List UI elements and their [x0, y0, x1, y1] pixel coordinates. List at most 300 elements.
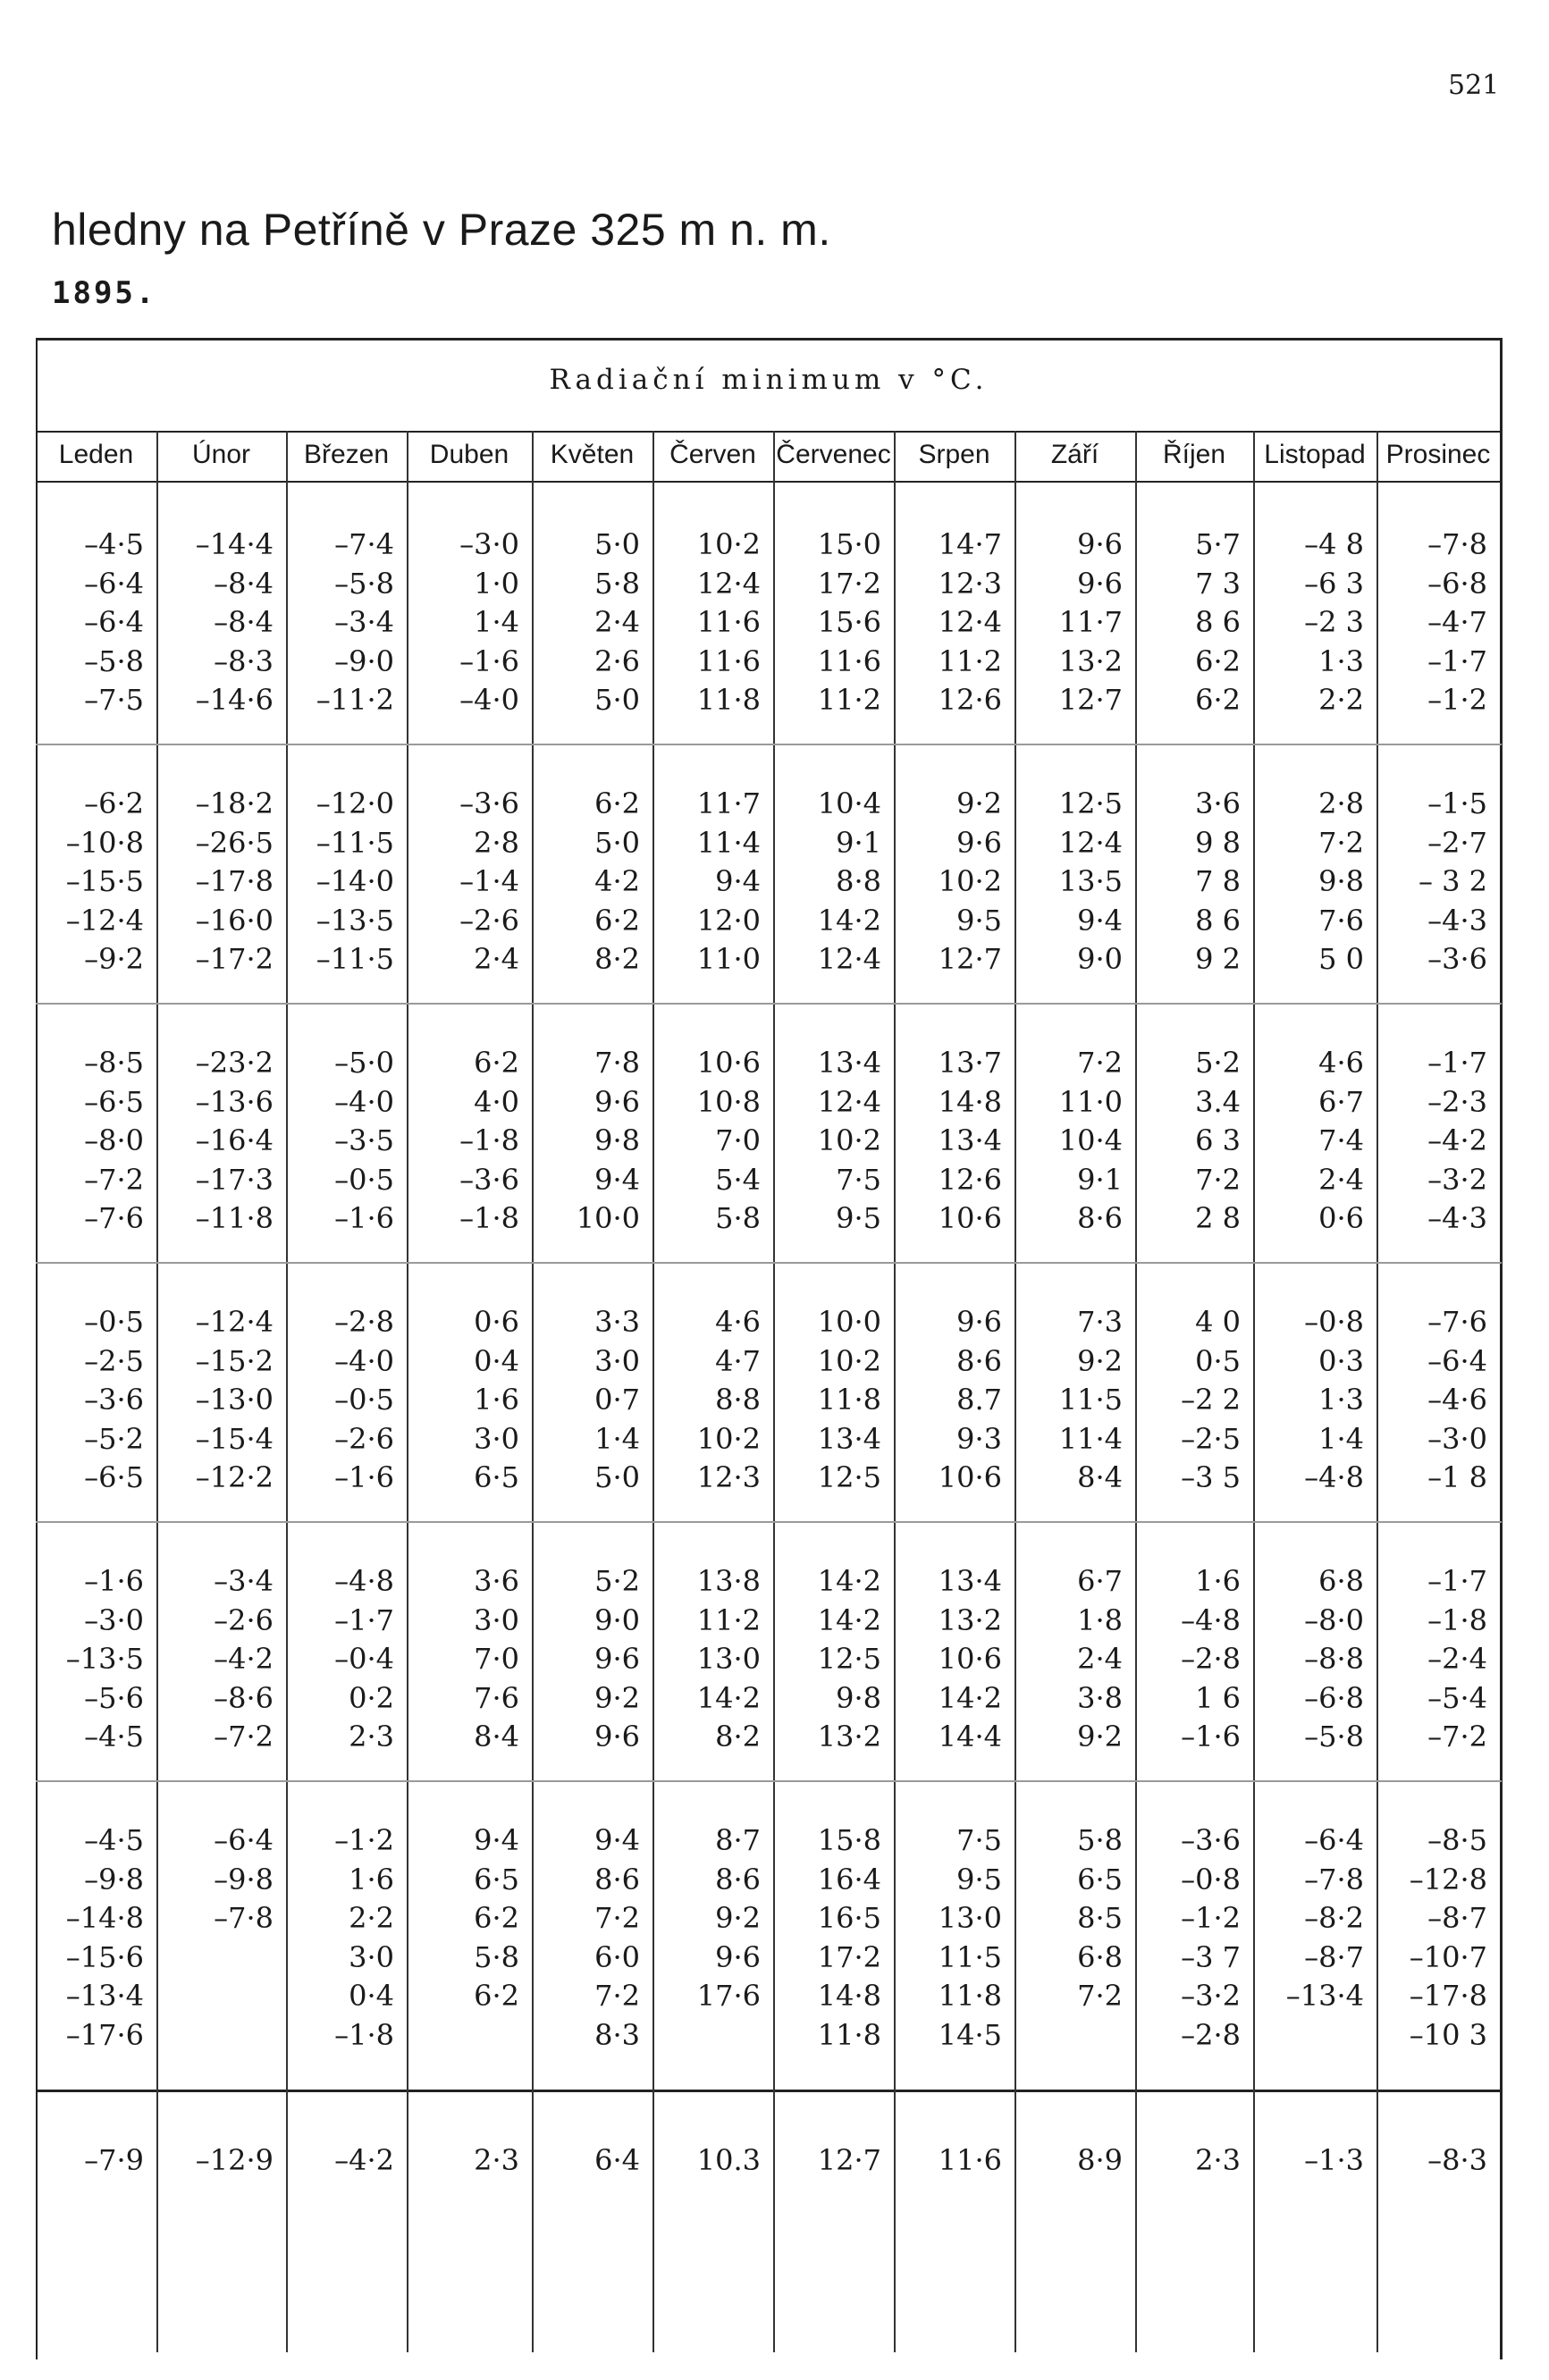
table-cell: –8·5 — [1427, 1823, 1487, 1857]
table-cell: –1·8 — [459, 1201, 519, 1235]
table-cell: 6 3 — [1195, 1123, 1241, 1157]
table-cell: –8·3 — [214, 643, 274, 678]
table-cell: –6·5 — [84, 1460, 144, 1494]
table-cell: 3·6 — [474, 1564, 519, 1598]
table-cell: –1·8 — [459, 1123, 519, 1157]
table-cell: 11·5 — [938, 1939, 1002, 1974]
table-cell: 5 0 — [1318, 942, 1364, 976]
mean-cell: 10.3 — [696, 2143, 761, 2177]
table-cell: –3 5 — [1181, 1460, 1241, 1494]
table-cell: –4·5 — [84, 527, 144, 561]
table-cell: –0·5 — [334, 1162, 394, 1197]
table-cell: 9·2 — [956, 786, 1002, 820]
table-cell: –1·5 — [1427, 786, 1487, 820]
mean-cell: –1·3 — [1304, 2143, 1364, 2177]
table-cell: –14·4 — [195, 527, 274, 561]
table-cell: 1·6 — [1195, 1564, 1241, 1598]
table-cell: 9·6 — [594, 1084, 640, 1119]
mean-cell: 12·7 — [817, 2143, 881, 2177]
table-cell: 3·0 — [349, 1939, 394, 1974]
table-cell: 10·2 — [817, 1343, 881, 1378]
table-cell: 0·7 — [594, 1383, 640, 1417]
table-cell: 3·3 — [594, 1305, 640, 1339]
table-cell: –1·7 — [334, 1602, 394, 1637]
table-cell: 11·8 — [817, 2017, 881, 2052]
table-cell: 1 6 — [1195, 1680, 1241, 1715]
group-separator — [36, 1521, 1502, 1523]
table-cell: –3·5 — [334, 1123, 394, 1157]
table-cell: –3·0 — [1427, 1421, 1487, 1456]
table-cell: –6·4 — [84, 605, 144, 639]
table-cell: 14·2 — [817, 1564, 881, 1598]
table-cell: –2·3 — [1427, 1084, 1487, 1119]
table-cell: 16·4 — [817, 1862, 881, 1896]
group-separator — [36, 744, 1502, 745]
table-cell: –4·2 — [214, 1642, 274, 1676]
table-cell: 13·7 — [938, 1046, 1002, 1080]
table-cell: 3·0 — [594, 1343, 640, 1378]
table-right-rule — [1500, 338, 1503, 2359]
table-cell: 6·5 — [1077, 1862, 1123, 1896]
table-cell: 7·2 — [594, 1901, 640, 1935]
table-cell: 7·0 — [474, 1642, 519, 1676]
table-cell: 6·2 — [594, 903, 640, 938]
month-header-9: Září — [1050, 440, 1099, 469]
table-cell: 10·2 — [696, 527, 761, 561]
table-cell: 11·2 — [696, 1602, 761, 1637]
table-cell: 4·6 — [715, 1305, 761, 1339]
table-cell: –12·8 — [1409, 1862, 1487, 1896]
table-cell: 2·8 — [474, 825, 519, 860]
table-cell: 7·0 — [715, 1123, 761, 1157]
table-cell: 9·4 — [474, 1823, 519, 1857]
table-cell: –2·8 — [1181, 1642, 1241, 1676]
table-cell: –15·6 — [65, 1939, 144, 1974]
table-cell: 7 3 — [1195, 566, 1241, 601]
table-cell: –1·8 — [1427, 1602, 1487, 1637]
table-cell: –13·6 — [195, 1084, 274, 1119]
table-cell: 5·0 — [594, 527, 640, 561]
table-cell: 11·0 — [696, 942, 761, 976]
table-cell: –0·4 — [334, 1642, 394, 1676]
table-cell: 0·5 — [1195, 1343, 1241, 1378]
table-cell: 5·0 — [594, 683, 640, 717]
table-cell: –4·6 — [1427, 1383, 1487, 1417]
table-cell: 11·5 — [1058, 1383, 1123, 1417]
table-cell: 12·4 — [938, 605, 1002, 639]
table-cell: 17·6 — [696, 1979, 761, 2013]
table-cell: –4·5 — [84, 1720, 144, 1753]
table-cell: 5·2 — [594, 1564, 640, 1598]
table-cell: 8·6 — [715, 1862, 761, 1896]
table-cell: –8·6 — [214, 1680, 274, 1715]
table-cell: 2·4 — [1318, 1162, 1364, 1197]
table-cell: –7·2 — [84, 1162, 144, 1197]
table-cell: –2 2 — [1181, 1383, 1241, 1417]
table-cell: 4·0 — [474, 1084, 519, 1119]
table-cell: 9·0 — [1077, 942, 1123, 976]
group-separator — [36, 1262, 1502, 1264]
table-cell: 8.7 — [956, 1383, 1002, 1417]
table-cell: –9·0 — [334, 643, 394, 678]
table-cell: –2·5 — [1181, 1421, 1241, 1456]
table-cell: –1·8 — [334, 2017, 394, 2052]
table-cell: 15·8 — [817, 1823, 881, 1857]
table-cell: 6·8 — [1318, 1564, 1364, 1598]
table-cell: –8·5 — [84, 1046, 144, 1080]
table-cell: –4·0 — [459, 683, 519, 717]
table-cell: 14·7 — [938, 527, 1002, 561]
table-cell: 9·8 — [594, 1123, 640, 1157]
table-cell: 2·6 — [594, 643, 640, 678]
table-cell: 5·8 — [594, 566, 640, 601]
table-cell: –5·8 — [84, 643, 144, 678]
table-cell: 8·8 — [715, 1383, 761, 1417]
mean-cell: 6·4 — [594, 2143, 640, 2177]
table-cell: 12·6 — [938, 1162, 1002, 1197]
table-cell: 3.4 — [1195, 1084, 1241, 1119]
table-cell: –1·6 — [334, 1201, 394, 1235]
table-cell: –10·8 — [65, 825, 144, 860]
table-cell: 10·0 — [576, 1201, 640, 1235]
table-cell: –13·4 — [65, 1979, 144, 2013]
table-cell: –10·7 — [1409, 1939, 1487, 1974]
table-cell: 17·2 — [817, 566, 881, 601]
table-cell: –6·4 — [214, 1823, 274, 1857]
table-cell: 9·5 — [836, 1201, 881, 1235]
table-cell: 11·0 — [1058, 1084, 1123, 1119]
table-cell: 9 2 — [1195, 942, 1241, 976]
table-cell: –11·2 — [316, 683, 394, 717]
table-cell: 8·8 — [836, 864, 881, 898]
table-cell: –2·7 — [1427, 825, 1487, 860]
table-cell: –17·2 — [195, 942, 274, 976]
table-cell: 11·6 — [696, 605, 761, 639]
mean-cell: 2·3 — [474, 2143, 519, 2177]
table-cell: 9·6 — [715, 1939, 761, 1974]
table-cell: –14·6 — [195, 683, 274, 717]
table-cell: –5·8 — [1304, 1720, 1364, 1753]
table-cell: 8·6 — [1077, 1201, 1123, 1235]
table-cell: –4·0 — [334, 1084, 394, 1119]
table-cell: –3·2 — [1181, 1979, 1241, 2013]
table-cell: 5·7 — [1195, 527, 1241, 561]
table-cell: 12·4 — [696, 566, 761, 601]
table-cell: 13·8 — [696, 1564, 761, 1598]
table-cell: –5·0 — [334, 1046, 394, 1080]
table-cell: –0·8 — [1304, 1305, 1364, 1339]
table-cell: 13·4 — [817, 1421, 881, 1456]
table-top-rule — [36, 338, 1502, 341]
table-cell: –6 3 — [1304, 566, 1364, 601]
table-cell: 10·2 — [696, 1421, 761, 1456]
table-cell: –14·0 — [316, 864, 394, 898]
table-cell: 9·4 — [1077, 903, 1123, 938]
table-cell: 6·5 — [474, 1460, 519, 1494]
table-cell: –1·2 — [1181, 1901, 1241, 1935]
table-cell: –15·4 — [195, 1421, 274, 1456]
table-cell: –16·4 — [195, 1123, 274, 1157]
table-cell: –6·4 — [1304, 1823, 1364, 1857]
table-cell: –7·8 — [214, 1901, 274, 1935]
table-cell: –3·2 — [1427, 1162, 1487, 1197]
table-cell: 8·4 — [474, 1720, 519, 1753]
table-cell: 3·0 — [474, 1602, 519, 1637]
table-cell: 14·2 — [696, 1680, 761, 1715]
table-cell: –7·2 — [1427, 1720, 1487, 1753]
mean-cell: 11·6 — [938, 2143, 1002, 2177]
table-cell: –3·6 — [459, 1162, 519, 1197]
table-cell: 7·6 — [1318, 903, 1364, 938]
table-cell: 9·3 — [956, 1421, 1002, 1456]
table-cell: 7·2 — [1318, 825, 1364, 860]
table-cell: –2·8 — [1181, 2017, 1241, 2052]
table-cell: –8·0 — [1304, 1602, 1364, 1637]
table-cell: 6·2 — [474, 1046, 519, 1080]
mean-cell: –7·9 — [84, 2143, 144, 2177]
table-cell: 8·2 — [715, 1720, 761, 1753]
table-cell: 13·2 — [938, 1602, 1002, 1637]
table-cell: –3·4 — [334, 605, 394, 639]
table-cell: –4·8 — [1181, 1602, 1241, 1637]
table-cell: 16·5 — [817, 1901, 881, 1935]
table-cell: 10·6 — [938, 1460, 1002, 1494]
table-cell: 13·5 — [1058, 864, 1123, 898]
table-cell: 4·2 — [594, 864, 640, 898]
table-cell: –8·2 — [1304, 1901, 1364, 1935]
table-cell: –7·6 — [84, 1201, 144, 1235]
table-cell: –11·5 — [316, 942, 394, 976]
table-cell: 13·2 — [1058, 643, 1123, 678]
table-cell: –6·2 — [84, 786, 144, 820]
table-cell: 9 8 — [1195, 825, 1241, 860]
table-cell: 15·0 — [817, 527, 881, 561]
table-cell: 6·7 — [1318, 1084, 1364, 1119]
table-cell: –12·2 — [195, 1460, 274, 1494]
table-cell: 8·6 — [956, 1343, 1002, 1378]
table-cell: –2·6 — [214, 1602, 274, 1637]
table-cell: –1·7 — [1427, 1564, 1487, 1598]
table-cell: –2 3 — [1304, 605, 1364, 639]
table-cell: –3·6 — [1427, 942, 1487, 976]
year-heading: 1895. — [52, 275, 157, 311]
table-cell: –12·0 — [316, 786, 394, 820]
table-cell: –3·6 — [84, 1383, 144, 1417]
table-cell: 8·2 — [594, 942, 640, 976]
table-cell: –4·5 — [84, 1823, 144, 1857]
table-cell: –12·4 — [65, 903, 144, 938]
table-cell: 4 0 — [1195, 1305, 1241, 1339]
table-cell: 14·8 — [938, 1084, 1002, 1119]
table-cell: –4 8 — [1304, 527, 1364, 561]
table-cell: 2 8 — [1195, 1201, 1241, 1235]
table-cell: – 3 2 — [1418, 864, 1487, 898]
table-cell: –2·8 — [334, 1305, 394, 1339]
table-cell: 10·4 — [817, 786, 881, 820]
table-cell: 6·2 — [474, 1979, 519, 2013]
table-cell: 8 6 — [1195, 605, 1241, 639]
table-cell: –3·0 — [84, 1602, 144, 1637]
table-cell: 8·7 — [715, 1823, 761, 1857]
table-cell: –2·5 — [84, 1343, 144, 1378]
table-cell: –2·4 — [1427, 1642, 1487, 1676]
table-cell: 10·2 — [938, 864, 1002, 898]
table-cell: 7·3 — [1077, 1305, 1123, 1339]
table-cell: 10·8 — [696, 1084, 761, 1119]
table-cell: –1·2 — [1427, 683, 1487, 717]
table-cell: 12·7 — [1058, 683, 1123, 717]
table-cell: –1 8 — [1427, 1460, 1487, 1494]
table-cell: 1·0 — [474, 566, 519, 601]
month-header-6: Červen — [669, 440, 756, 469]
table-cell: 17·2 — [817, 1939, 881, 1974]
table-cell: 12·4 — [817, 942, 881, 976]
table-cell: –14·8 — [65, 1901, 144, 1935]
table-cell: 12·3 — [696, 1460, 761, 1494]
table-cell: 9·6 — [1077, 566, 1123, 601]
table-cell: 12·4 — [817, 1084, 881, 1119]
table-cell: –3·6 — [459, 786, 519, 820]
table-cell: 11·6 — [817, 643, 881, 678]
month-header-5: Květen — [550, 440, 635, 469]
table-cell: –2·6 — [334, 1421, 394, 1456]
table-cell: 12·3 — [938, 566, 1002, 601]
table-cell: 5·0 — [594, 1460, 640, 1494]
table-cell: 10·6 — [938, 1201, 1002, 1235]
month-header-3: Březen — [303, 440, 390, 469]
table-cell: 8·5 — [1077, 1901, 1123, 1935]
table-cell: –1·7 — [1427, 1046, 1487, 1080]
table-cell: –1·6 — [334, 1460, 394, 1494]
mean-cell: –8·3 — [1427, 2143, 1487, 2177]
month-header-10: Říjen — [1162, 440, 1226, 469]
table-cell: 13·4 — [938, 1564, 1002, 1598]
table-cell: 1·4 — [594, 1421, 640, 1456]
table-cell: 1·6 — [474, 1383, 519, 1417]
table-cell: 1·3 — [1318, 1383, 1364, 1417]
table-cell: 10·2 — [817, 1123, 881, 1157]
table-cell: 6·2 — [1195, 643, 1241, 678]
table-cell: –1·6 — [84, 1564, 144, 1598]
table-cell: –7·5 — [84, 683, 144, 717]
table-cell: 12·4 — [1058, 825, 1123, 860]
table-cell: 5·4 — [715, 1162, 761, 1197]
table-cell: 6·7 — [1077, 1564, 1123, 1598]
table-cell: –8·7 — [1427, 1901, 1487, 1935]
table-cell: –4·7 — [1427, 605, 1487, 639]
table-cell: –6·4 — [84, 566, 144, 601]
table-cell: 7·2 — [1077, 1046, 1123, 1080]
table-cell: 9·6 — [594, 1642, 640, 1676]
table-cell: 1·6 — [349, 1862, 394, 1896]
table-cell: –6·8 — [1304, 1680, 1364, 1715]
table-cell: 6·8 — [1077, 1939, 1123, 1974]
table-cell: –15·5 — [65, 864, 144, 898]
table-cell: 2·2 — [349, 1901, 394, 1935]
table-cell: –13·0 — [195, 1383, 274, 1417]
month-header-2: Únor — [191, 440, 251, 469]
table-cell: 6·2 — [474, 1901, 519, 1935]
table-cell: –3·0 — [459, 527, 519, 561]
table-cell: 4·6 — [1318, 1046, 1364, 1080]
table-cell: –8·4 — [214, 605, 274, 639]
table-cell: 4·7 — [715, 1343, 761, 1378]
table-cell: –1·7 — [1427, 643, 1487, 678]
table-cell: 5·8 — [715, 1201, 761, 1235]
mean-cell: 2·3 — [1195, 2143, 1241, 2177]
table-cell: –4·8 — [334, 1564, 394, 1598]
table-cell: –1·6 — [1181, 1720, 1241, 1753]
table-cell: 9·1 — [836, 825, 881, 860]
table-cell: –4·0 — [334, 1343, 394, 1378]
table-cell: 2·4 — [594, 605, 640, 639]
table-cell: –12·4 — [195, 1305, 274, 1339]
table-cell: 9·4 — [594, 1823, 640, 1857]
table-caption: Radiační minimum v °C. — [549, 364, 989, 396]
table-cell: 9·8 — [1318, 864, 1364, 898]
table-cell: 8·6 — [594, 1862, 640, 1896]
mean-cell: –12·9 — [195, 2143, 274, 2177]
table-cell: –8·4 — [214, 566, 274, 601]
table-cell: 12·7 — [938, 942, 1002, 976]
table-cell: –17·6 — [65, 2017, 144, 2052]
table-cell: 10·4 — [1058, 1123, 1123, 1157]
table-cell: 11·8 — [817, 1383, 881, 1417]
table-cell: –6·5 — [84, 1084, 144, 1119]
table-cell: –9·2 — [84, 942, 144, 976]
table-cell: 15·6 — [817, 605, 881, 639]
table-cell: –1·2 — [334, 1823, 394, 1857]
table-cell: –9·8 — [214, 1862, 274, 1896]
caption-rule — [36, 431, 1502, 433]
table-cell: 8·3 — [594, 2017, 640, 2052]
table-cell: 10·6 — [938, 1642, 1002, 1676]
table-cell: –4·8 — [1304, 1460, 1364, 1494]
table-cell: –6·8 — [1427, 566, 1487, 601]
table-cell: 13·0 — [696, 1642, 761, 1676]
radiation-minimum-table — [36, 331, 1502, 2359]
table-cell: 8 6 — [1195, 903, 1241, 938]
table-cell: 14·4 — [938, 1720, 1002, 1753]
table-cell: 11·4 — [696, 825, 761, 860]
table-cell: 3·8 — [1077, 1680, 1123, 1715]
table-cell: 2·4 — [474, 942, 519, 976]
group-separator — [36, 1780, 1502, 1782]
table-cell: 9·6 — [956, 1305, 1002, 1339]
table-cell: 5·8 — [1077, 1823, 1123, 1857]
table-cell: 9·1 — [1077, 1162, 1123, 1197]
table-cell: 9·6 — [956, 825, 1002, 860]
table-cell: 7·5 — [836, 1162, 881, 1197]
month-header-1: Leden — [58, 440, 134, 469]
table-cell: 9·2 — [1077, 1720, 1123, 1753]
table-cell: 9·6 — [1077, 527, 1123, 561]
table-cell: –15·2 — [195, 1343, 274, 1378]
table-cell: –3 7 — [1181, 1939, 1241, 1974]
table-cell: –4·2 — [1427, 1123, 1487, 1157]
page-title: hledny na Petříně v Praze 325 m n. m. — [52, 205, 831, 255]
table-cell: 9·2 — [715, 1901, 761, 1935]
table-cell: 1·3 — [1318, 643, 1364, 678]
table-cell: 9·6 — [594, 1720, 640, 1753]
table-cell: –8·0 — [84, 1123, 144, 1157]
table-cell: –8·8 — [1304, 1642, 1364, 1676]
table-cell: 7·8 — [594, 1046, 640, 1080]
table-cell: –13·4 — [1285, 1979, 1364, 2013]
table-cell: 0·6 — [1318, 1201, 1364, 1235]
table-cell: 11·7 — [1058, 605, 1123, 639]
table-cell: –4·3 — [1427, 903, 1487, 938]
